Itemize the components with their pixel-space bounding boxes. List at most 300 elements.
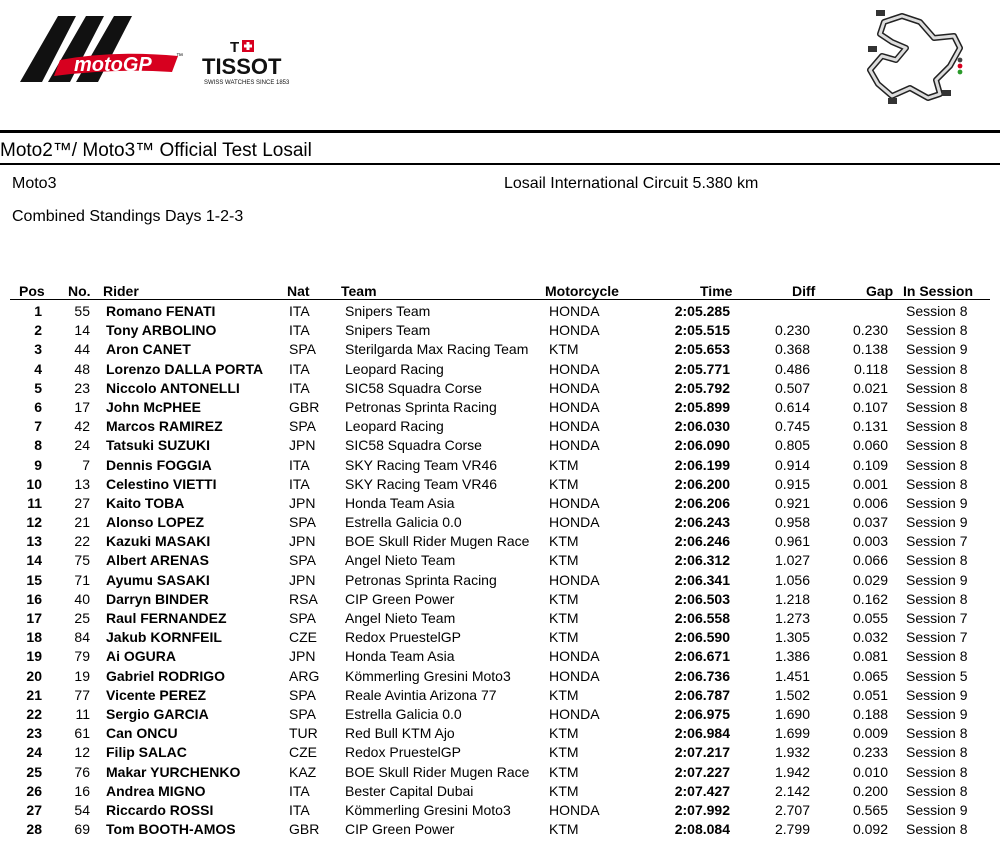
table-row (0, 571, 1000, 590)
cell-nat: JPN (289, 437, 316, 454)
cell-time: 2:05.899 (674, 398, 730, 415)
cell-gap: 0.055 (852, 610, 888, 626)
cell-diff: 0.745 (774, 418, 810, 435)
cell-session: Session 9 (906, 514, 968, 531)
cell-motorcycle: KTM (549, 763, 579, 780)
cell-diff: 1.690 (774, 705, 810, 722)
cell-session: Session 8 (906, 552, 968, 569)
cell-gap: 0.109 (852, 456, 888, 473)
cell-time: 2:07.217 (674, 744, 730, 761)
cell-nat: SPA (289, 705, 316, 722)
header-session: In Session (903, 283, 974, 299)
cell-num: 14 (74, 322, 90, 339)
cell-nat: ITA (289, 801, 310, 818)
cell-diff: 2.707 (774, 801, 810, 818)
cell-pos: 26 (26, 782, 42, 799)
cell-gap: 0.060 (852, 437, 888, 454)
cell-team: Honda Team Asia (345, 648, 455, 665)
cell-gap: 0.162 (852, 590, 888, 607)
cell-nat: GBR (289, 398, 320, 415)
header-rule (0, 130, 1000, 133)
cell-motorcycle: KTM (549, 782, 579, 799)
cell-rider: Riccardo ROSSI (106, 801, 214, 818)
table-row (0, 782, 1000, 801)
cell-gap: 0.081 (852, 648, 888, 665)
cell-time: 2:05.792 (674, 379, 730, 396)
cell-session: Session 8 (906, 590, 968, 607)
cell-motorcycle: HONDA (549, 571, 600, 588)
table-row (0, 801, 1000, 820)
cell-team: Estrella Galicia 0.0 (345, 705, 462, 722)
cell-session: Session 5 (906, 667, 968, 684)
cell-gap: 0.010 (852, 763, 888, 780)
cell-rider: John McPHEE (106, 398, 201, 415)
cell-diff: 1.942 (774, 763, 810, 780)
cell-session: Session 9 (906, 705, 968, 722)
cell-pos: 18 (26, 629, 42, 646)
cell-team: Red Bull KTM Ajo (345, 725, 455, 742)
title-rule (0, 163, 1000, 165)
category-label: Moto3 (12, 175, 57, 192)
table-row (0, 686, 1000, 705)
cell-motorcycle: KTM (549, 341, 579, 358)
cell-team: Angel Nieto Team (345, 610, 456, 626)
cell-motorcycle: KTM (549, 744, 579, 761)
cell-nat: RSA (289, 590, 318, 607)
cell-team: Bester Capital Dubai (345, 782, 474, 799)
cell-time: 2:06.503 (674, 590, 730, 607)
cell-session: Session 7 (906, 533, 968, 550)
cell-diff: 0.614 (774, 398, 810, 415)
table-row (0, 724, 1000, 743)
cell-time: 2:06.558 (674, 610, 730, 626)
cell-team: BOE Skull Rider Mugen Race (345, 763, 530, 780)
cell-rider: Andrea MIGNO (106, 782, 206, 799)
cell-motorcycle: HONDA (549, 801, 600, 818)
cell-diff: 0.961 (774, 533, 810, 550)
cell-pos: 4 (34, 360, 42, 377)
cell-team: Snipers Team (345, 303, 431, 319)
cell-gap: 0.107 (852, 398, 888, 415)
cell-motorcycle: KTM (549, 629, 579, 646)
losail-circuit-map-icon (862, 8, 972, 106)
cell-gap: 0.118 (854, 360, 888, 377)
cell-diff: 1.305 (774, 629, 810, 646)
cell-nat: SPA (289, 552, 316, 569)
cell-time: 2:06.030 (674, 418, 730, 435)
cell-gap: 0.230 (852, 322, 888, 339)
cell-rider: Dennis FOGGIA (106, 456, 212, 473)
cell-session: Session 9 (906, 801, 968, 818)
cell-time: 2:06.341 (674, 571, 730, 588)
cell-motorcycle: HONDA (549, 398, 600, 415)
cell-motorcycle: HONDA (549, 514, 600, 531)
table-row (0, 398, 1000, 417)
cell-num: 22 (74, 533, 90, 550)
cell-time: 2:06.246 (674, 533, 730, 550)
cell-motorcycle: HONDA (549, 418, 600, 435)
cell-num: 13 (74, 475, 90, 492)
cell-pos: 10 (26, 475, 42, 492)
cell-rider: Marcos RAMIREZ (106, 418, 223, 435)
cell-nat: ITA (289, 475, 310, 492)
cell-team: Estrella Galicia 0.0 (345, 514, 462, 531)
cell-nat: JPN (289, 571, 316, 588)
table-row (0, 360, 1000, 379)
cell-team: Honda Team Asia (345, 494, 455, 511)
table-row (0, 532, 1000, 551)
circuit-label: Losail International Circuit 5.380 km (504, 175, 759, 192)
cell-pos: 23 (26, 725, 42, 742)
motogp-logo (14, 10, 186, 88)
cell-num: 11 (75, 705, 90, 722)
cell-team: Kömmerling Gresini Moto3 (345, 667, 511, 684)
cell-num: 12 (74, 744, 90, 761)
cell-team: Kömmerling Gresini Moto3 (345, 801, 511, 818)
table-row (0, 302, 1000, 321)
cell-time: 2:07.427 (674, 782, 730, 799)
cell-gap: 0.029 (852, 571, 888, 588)
cell-num: 23 (74, 379, 90, 396)
cell-num: 79 (74, 648, 90, 665)
cell-motorcycle: KTM (549, 686, 579, 703)
cell-session: Session 9 (906, 494, 968, 511)
header-rider: Rider (103, 283, 139, 299)
event-title: Moto2™/ Moto3™ Official Test Losail (0, 140, 312, 161)
table-row (0, 475, 1000, 494)
cell-diff: 2.799 (774, 821, 810, 838)
cell-pos: 20 (26, 667, 42, 684)
table-row (0, 417, 1000, 436)
cell-time: 2:06.787 (674, 686, 730, 703)
cell-session: Session 9 (906, 686, 968, 703)
cell-num: 19 (74, 667, 90, 684)
cell-motorcycle: HONDA (549, 303, 600, 319)
cell-pos: 8 (34, 437, 42, 454)
cell-nat: ITA (289, 303, 310, 319)
table-row (0, 456, 1000, 475)
cell-num: 84 (74, 629, 90, 646)
cell-pos: 12 (26, 514, 42, 531)
cell-gap: 0.066 (852, 552, 888, 569)
table-row (0, 321, 1000, 340)
cell-pos: 15 (26, 571, 42, 588)
table-header (0, 283, 1000, 300)
cell-gap: 0.065 (852, 667, 888, 684)
cell-pos: 24 (26, 744, 42, 761)
header-team: Team (341, 283, 377, 299)
cell-motorcycle: KTM (549, 533, 579, 550)
cell-nat: SPA (289, 686, 316, 703)
cell-nat: ITA (289, 322, 310, 339)
cell-motorcycle: HONDA (549, 360, 600, 377)
cell-session: Session 8 (906, 744, 968, 761)
cell-gap: 0.003 (852, 533, 888, 550)
cell-num: 25 (74, 610, 90, 626)
cell-rider: Makar YURCHENKO (106, 763, 241, 780)
cell-motorcycle: HONDA (549, 437, 600, 454)
cell-nat: ITA (289, 379, 310, 396)
cell-team: Petronas Sprinta Racing (345, 571, 497, 588)
cell-pos: 11 (27, 494, 42, 511)
cell-time: 2:06.199 (674, 456, 730, 473)
svg-text:TISSOT: TISSOT (202, 54, 282, 79)
table-row (0, 590, 1000, 609)
cell-rider: Albert ARENAS (106, 552, 209, 569)
cell-rider: Ai OGURA (106, 648, 176, 665)
cell-team: Leopard Racing (345, 360, 444, 377)
cell-nat: ITA (289, 782, 310, 799)
cell-num: 16 (74, 782, 90, 799)
page-header (0, 0, 1000, 130)
table-row (0, 436, 1000, 455)
cell-diff: 1.218 (774, 590, 810, 607)
cell-session: Session 8 (906, 782, 968, 799)
cell-nat: ITA (289, 456, 310, 473)
cell-session: Session 8 (906, 821, 968, 838)
cell-diff: 1.699 (774, 725, 810, 742)
cell-num: 76 (74, 763, 90, 780)
cell-diff: 0.230 (774, 322, 810, 339)
cell-gap: 0.032 (852, 629, 888, 646)
cell-pos: 17 (26, 610, 42, 626)
cell-time: 2:05.771 (674, 360, 730, 377)
header-pos: Pos (19, 283, 45, 299)
table-row (0, 705, 1000, 724)
cell-diff: 0.805 (774, 437, 810, 454)
cell-time: 2:05.653 (674, 341, 730, 358)
cell-session: Session 8 (906, 648, 968, 665)
cell-nat: JPN (289, 533, 316, 550)
cell-pos: 21 (26, 686, 42, 703)
cell-session: Session 8 (906, 475, 968, 492)
cell-num: 71 (74, 571, 90, 588)
cell-nat: KAZ (289, 763, 317, 780)
cell-session: Session 8 (906, 418, 968, 435)
cell-rider: Darryn BINDER (106, 590, 209, 607)
cell-rider: Celestino VIETTI (106, 475, 217, 492)
cell-pos: 19 (26, 648, 42, 665)
cell-num: 48 (74, 360, 90, 377)
cell-session: Session 8 (906, 456, 968, 473)
table-row (0, 763, 1000, 782)
cell-nat: CZE (289, 629, 317, 646)
table-row (0, 667, 1000, 686)
cell-num: 17 (74, 398, 90, 415)
cell-diff: 0.921 (774, 494, 810, 511)
header-num: No. (68, 283, 91, 299)
cell-motorcycle: HONDA (549, 705, 600, 722)
cell-gap: 0.138 (852, 341, 888, 358)
cell-num: 75 (74, 552, 90, 569)
cell-pos: 9 (34, 456, 42, 473)
cell-rider: Vicente PEREZ (106, 686, 207, 703)
cell-motorcycle: KTM (549, 590, 579, 607)
cell-num: 21 (74, 514, 90, 531)
cell-pos: 27 (26, 801, 42, 818)
cell-session: Session 8 (906, 360, 968, 377)
cell-team: Reale Avintia Arizona 77 (345, 686, 497, 703)
cell-session: Session 9 (906, 571, 968, 588)
cell-motorcycle: HONDA (549, 648, 600, 665)
table-row (0, 820, 1000, 839)
cell-session: Session 8 (906, 437, 968, 454)
cell-rider: Ayumu SASAKI (106, 571, 210, 588)
cell-time: 2:05.515 (674, 322, 730, 339)
cell-motorcycle: KTM (549, 821, 579, 838)
cell-nat: ITA (289, 360, 310, 377)
cell-diff: 1.932 (774, 744, 810, 761)
cell-num: 77 (74, 686, 90, 703)
cell-nat: SPA (289, 514, 316, 531)
cell-gap: 0.037 (852, 514, 888, 531)
cell-nat: TUR (289, 725, 318, 742)
cell-motorcycle: KTM (549, 610, 579, 626)
cell-num: 44 (74, 341, 90, 358)
cell-team: Redox PruestelGP (345, 629, 461, 646)
cell-motorcycle: KTM (549, 456, 579, 473)
cell-rider: Can ONCU (106, 725, 178, 742)
cell-gap: 0.001 (852, 475, 888, 492)
cell-gap: 0.009 (852, 725, 888, 742)
cell-gap: 0.021 (852, 379, 888, 396)
cell-rider: Kazuki MASAKI (106, 533, 211, 550)
cell-team: Redox PruestelGP (345, 744, 461, 761)
cell-team: SIC58 Squadra Corse (345, 437, 482, 454)
cell-pos: 14 (26, 552, 42, 569)
cell-rider: Romano FENATI (106, 303, 216, 319)
cell-gap: 0.565 (852, 801, 888, 818)
cell-pos: 3 (34, 341, 42, 358)
cell-team: SIC58 Squadra Corse (345, 379, 482, 396)
cell-rider: Sergio GARCIA (106, 705, 209, 722)
cell-num: 7 (82, 456, 90, 473)
cell-diff: 2.142 (774, 782, 810, 799)
cell-rider: Niccolo ANTONELLI (106, 379, 240, 396)
header-diff: Diff (792, 283, 816, 299)
table-row (0, 340, 1000, 359)
cell-num: 54 (74, 801, 90, 818)
cell-gap: 0.188 (852, 705, 888, 722)
cell-gap: 0.092 (852, 821, 888, 838)
cell-team: BOE Skull Rider Mugen Race (345, 533, 530, 550)
cell-pos: 16 (26, 590, 42, 607)
cell-pos: 7 (34, 418, 42, 435)
cell-num: 69 (74, 821, 90, 838)
cell-num: 24 (74, 437, 90, 454)
cell-rider: Tom BOOTH-AMOS (106, 821, 236, 838)
cell-pos: 13 (26, 533, 42, 550)
cell-motorcycle: KTM (549, 475, 579, 492)
table-row (0, 379, 1000, 398)
cell-motorcycle: KTM (549, 725, 579, 742)
cell-rider: Alonso LOPEZ (106, 514, 204, 531)
cell-session: Session 7 (906, 629, 968, 646)
cell-num: 40 (74, 590, 90, 607)
cell-time: 2:07.992 (674, 801, 730, 818)
cell-nat: ARG (289, 667, 320, 684)
cell-num: 42 (74, 418, 90, 435)
cell-motorcycle: HONDA (549, 667, 600, 684)
cell-rider: Aron CANET (106, 341, 191, 358)
cell-nat: CZE (289, 744, 317, 761)
cell-pos: 25 (26, 763, 42, 780)
cell-session: Session 7 (906, 610, 968, 626)
cell-time: 2:06.671 (674, 648, 730, 665)
cell-time: 2:07.227 (674, 763, 730, 780)
cell-motorcycle: KTM (549, 552, 579, 569)
cell-time: 2:06.984 (674, 725, 730, 742)
cell-rider: Lorenzo DALLA PORTA (106, 360, 264, 377)
cell-time: 2:06.312 (674, 552, 730, 569)
cell-session: Session 9 (906, 341, 968, 358)
cell-rider: Tatsuki SUZUKI (106, 437, 210, 454)
table-row (0, 743, 1000, 762)
cell-team: SKY Racing Team VR46 (345, 475, 498, 492)
cell-gap: 0.131 (852, 418, 888, 435)
svg-text:™: ™ (176, 53, 183, 60)
cell-motorcycle: HONDA (549, 494, 600, 511)
cell-rider: Gabriel RODRIGO (106, 667, 226, 684)
cell-team: CIP Green Power (345, 821, 455, 838)
tissot-logo (200, 38, 310, 86)
table-header-rule (10, 299, 990, 300)
cell-diff: 1.273 (774, 610, 810, 626)
cell-diff: 0.507 (774, 379, 810, 396)
cell-nat: SPA (289, 418, 316, 435)
cell-rider: Tony ARBOLINO (106, 322, 217, 339)
cell-diff: 0.368 (774, 341, 810, 358)
cell-team: SKY Racing Team VR46 (345, 456, 498, 473)
cell-num: 61 (74, 725, 90, 742)
cell-diff: 1.056 (774, 571, 810, 588)
cell-nat: GBR (289, 821, 320, 838)
cell-diff: 1.027 (774, 552, 810, 569)
cell-time: 2:06.243 (674, 514, 730, 531)
cell-rider: Jakub KORNFEIL (106, 629, 222, 646)
cell-time: 2:05.285 (674, 303, 730, 319)
cell-rider: Kaito TOBA (106, 494, 185, 511)
header-time: Time (700, 283, 733, 299)
cell-gap: 0.051 (852, 686, 888, 703)
cell-rider: Raul FERNANDEZ (106, 610, 227, 626)
cell-diff: 1.386 (774, 648, 810, 665)
cell-time: 2:06.200 (674, 475, 730, 492)
cell-team: CIP Green Power (345, 590, 455, 607)
cell-motorcycle: HONDA (549, 379, 600, 396)
cell-team: Petronas Sprinta Racing (345, 398, 497, 415)
table-row (0, 609, 1000, 628)
cell-team: Angel Nieto Team (345, 552, 456, 569)
cell-time: 2:08.084 (674, 821, 730, 838)
cell-nat: JPN (289, 494, 316, 511)
header-gap: Gap (866, 283, 894, 299)
cell-diff: 1.502 (774, 686, 810, 703)
standings-subtitle: Combined Standings Days 1-2-3 (12, 208, 244, 225)
cell-time: 2:06.090 (674, 437, 730, 454)
cell-pos: 2 (34, 322, 42, 339)
cell-nat: SPA (289, 610, 316, 626)
standings-table (0, 302, 1000, 839)
cell-nat: SPA (289, 341, 316, 358)
cell-diff: 0.915 (774, 475, 810, 492)
header-nat: Nat (287, 283, 310, 299)
cell-gap: 0.233 (852, 744, 888, 761)
svg-text:SWISS WATCHES SINCE 1853: SWISS WATCHES SINCE 1853 (204, 80, 290, 86)
table-row (0, 628, 1000, 647)
svg-text:T: T (230, 39, 240, 56)
cell-diff: 0.486 (774, 360, 810, 377)
